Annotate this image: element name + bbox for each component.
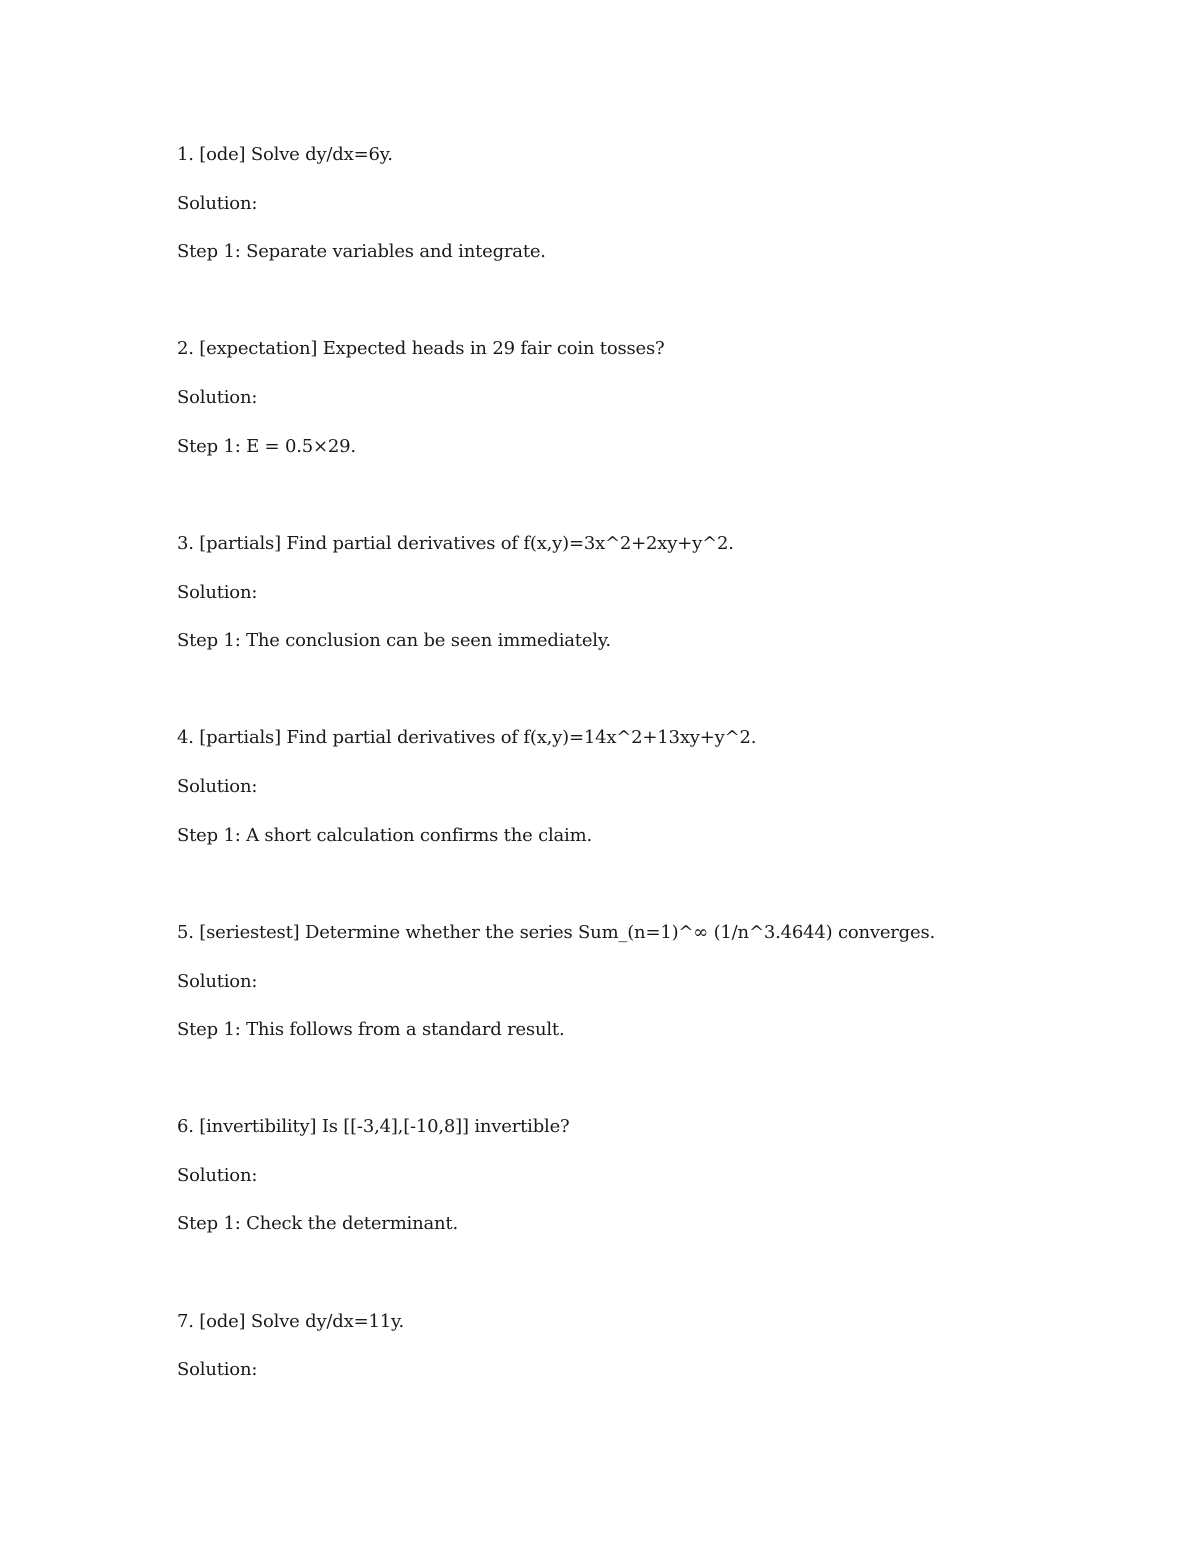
problem-5-question: 5. [seriestest] Determine whether the series Sum_(n=1)^∞ (1/n^3.4644) converges. xyxy=(177,922,936,943)
problem-6-solution-label: Solution: xyxy=(177,1165,258,1186)
problem-4-question: 4. [partials] Find partial derivatives of f(x,y)=14x^2+13xy+y^2. xyxy=(177,727,757,748)
problem-7-solution-label: Solution: xyxy=(177,1359,258,1380)
problem-2-solution-label: Solution: xyxy=(177,387,258,408)
problem-1-question: 1. [ode] Solve dy/dx=6y. xyxy=(177,144,393,165)
problem-3-question: 3. [partials] Find partial derivatives of f(x,y)=3x^2+2xy+y^2. xyxy=(177,533,734,554)
problem-4-step-1: Step 1: A short calculation confirms the claim. xyxy=(177,825,592,846)
problem-6-step-1: Step 1: Check the determinant. xyxy=(177,1213,458,1234)
problem-6-question: 6. [invertibility] Is [[-3,4],[-10,8]] invertible? xyxy=(177,1116,570,1137)
problem-5-step-1: Step 1: This follows from a standard result. xyxy=(177,1019,565,1040)
problem-2-question: 2. [expectation] Expected heads in 29 fair coin tosses? xyxy=(177,338,665,359)
problem-3-solution-label: Solution: xyxy=(177,582,258,603)
problem-1-step-1: Step 1: Separate variables and integrate. xyxy=(177,241,546,262)
problem-4-solution-label: Solution: xyxy=(177,776,258,797)
problem-2-step-1: Step 1: E = 0.5×29. xyxy=(177,436,356,457)
problem-7-question: 7. [ode] Solve dy/dx=11y. xyxy=(177,1311,405,1332)
problem-1-solution-label: Solution: xyxy=(177,193,258,214)
problem-5-solution-label: Solution: xyxy=(177,971,258,992)
problem-3-step-1: Step 1: The conclusion can be seen immediately. xyxy=(177,630,611,651)
